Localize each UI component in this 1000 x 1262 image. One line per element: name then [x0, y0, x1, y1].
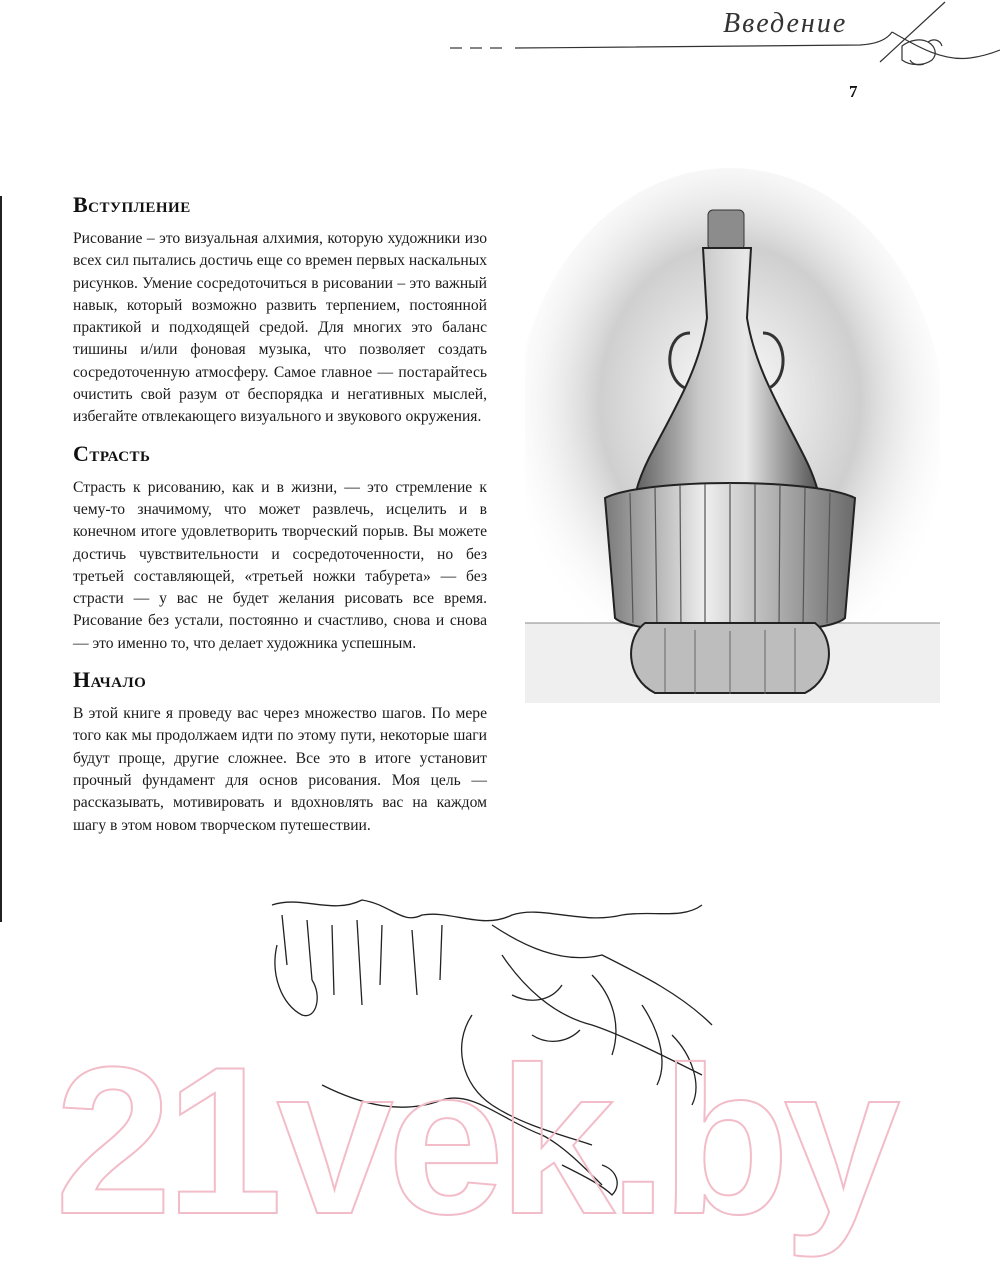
- running-header: [440, 0, 1000, 101]
- section-paragraph: Рисование – это визуальная алхимия, которую художники изо всех сил пытались достичь еще со времен первых наскальных рисунков. Умение сосредоточиться в рисовании – это важный навык, который возможно развить терпением, постоянной практикой и подходящей средой. Для многих это баланс тишины и/или фоновая музыка, что позволяет создать сосредоточенную атмосферу. Самое главное — постарайтесь очистить свой разум от беспорядка и негативных мыслей, избегайте отвлекающего визуального и звукового окружения.: [73, 230, 487, 426]
- section-heading: Начало: [73, 667, 147, 693]
- drawing-hand-icon: [880, 2, 945, 65]
- watermark: 21vek.by: [55, 1023, 895, 1258]
- section-label: Введение: [723, 8, 848, 39]
- section-heading: Вступление: [73, 192, 191, 217]
- page-number: 7: [849, 82, 858, 101]
- bottle-sketch-illustration: [525, 168, 940, 728]
- section-heading: Страсть: [73, 440, 151, 466]
- section-beginning: [73, 667, 487, 837]
- left-margin-rule: [0, 196, 2, 922]
- section-paragraph: Страсть к рисованию, как и в жизни, — это стремление к чему-то значимому, что может развлечь, исцелить и в конечном итоге удовлетворить творческий порыв. Вы можете достичь чувствительности и сосредоточенности, но без третьей составляющей, «третьей ножки табурета» — без страсти — у вас не будет желания рисовать все время. Рисование без устали, постоянно и счастливо, снова и снова — это именно то, что делает художника успешным.: [73, 478, 487, 652]
- main-text-column: [73, 192, 487, 849]
- header-flourish: [440, 0, 1000, 80]
- section-passion: [73, 441, 487, 655]
- section-intro: [73, 192, 487, 429]
- section-paragraph: В этой книге я проведу вас через множество шагов. По мере того как мы продолжаем идти по этому пути, некоторые шаги будут проще, другие сложнее. Все это в итоге установит прочный фундамент для основ рисования. Моя цель — рассказывать, мотивировать и вдохновлять вас на каждом шагу в этом новом творческом путешествии.: [73, 705, 487, 834]
